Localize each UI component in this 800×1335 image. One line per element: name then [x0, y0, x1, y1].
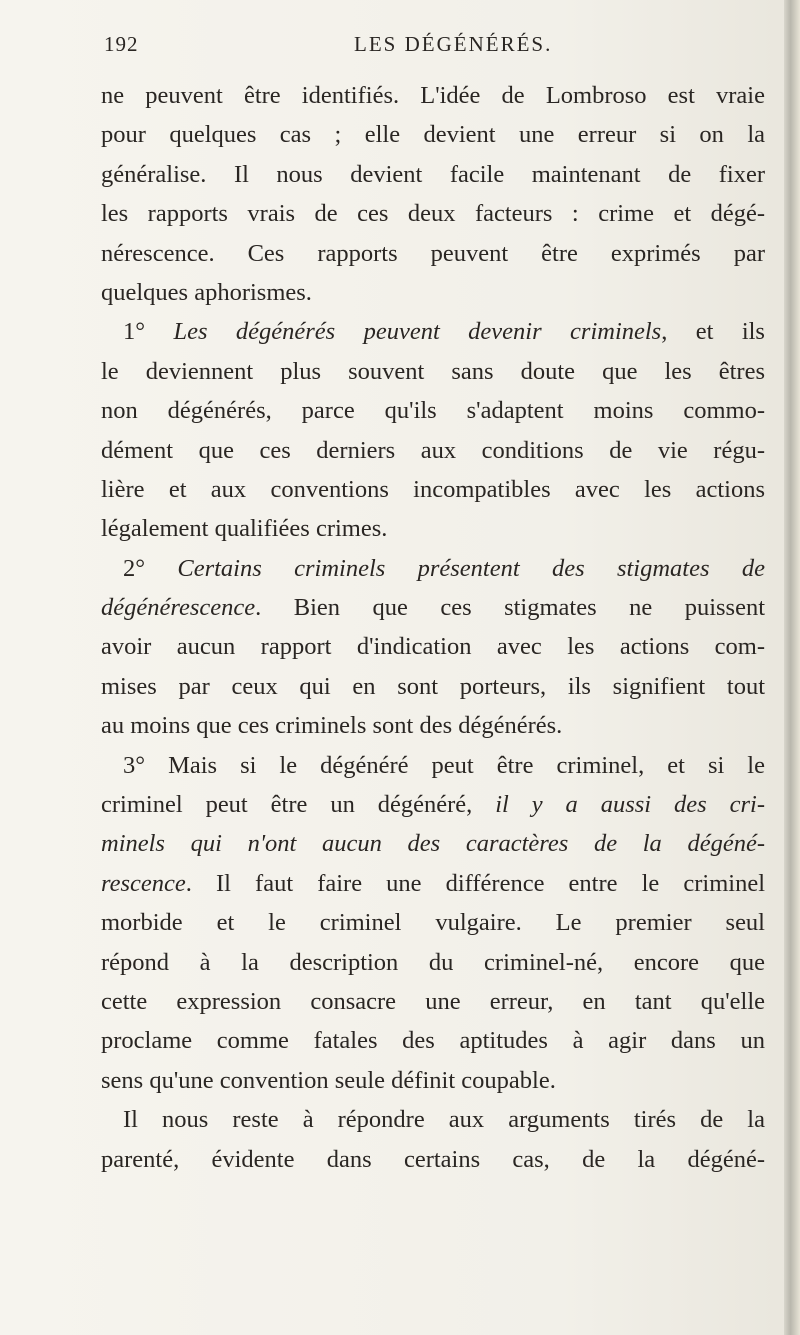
text-run: avoir aucun rapport d'indication avec les actions com-: [101, 633, 765, 661]
text-run: quelques aphorismes.: [101, 278, 312, 306]
text-run: 3° Mais si le dégénéré peut être criminel, et si le: [123, 751, 765, 779]
text-run: morbide et le criminel vulgaire. Le premier seul: [101, 909, 765, 937]
text-run: dément que ces derniers aux conditions de vie régu-: [101, 436, 765, 464]
text-run: non dégénérés, parce qu'ils s'adaptent moins commo-: [101, 397, 765, 425]
text-line: [101, 864, 765, 903]
text-line: [101, 549, 765, 588]
text-line: [101, 431, 765, 470]
text-line: [101, 155, 765, 194]
text-run: légalement qualifiées crimes.: [101, 515, 388, 543]
text-line: [101, 1100, 765, 1139]
text-line: [101, 1061, 765, 1100]
text-line: [101, 509, 765, 548]
text-run: proclame comme fatales des aptitudes à agir dans un: [101, 1027, 765, 1055]
text-run: lière et aux conventions incompatibles avec les actions: [101, 475, 765, 503]
running-head: LES DÉGÉNÉRÉS.: [354, 32, 553, 56]
italic-text: rescence: [101, 869, 186, 897]
text-line: [101, 785, 765, 824]
text-run: 2°: [123, 554, 178, 582]
text-line: [101, 1140, 765, 1179]
text-run: parenté, évidente dans certains cas, de la dégéné-: [101, 1145, 765, 1173]
text-line: [101, 588, 765, 627]
text-line: [101, 234, 765, 273]
text-line: [101, 352, 765, 391]
text-run: , et ils: [661, 318, 765, 346]
text-run: pour quelques cas ; elle devient une erreur si on la: [101, 121, 765, 149]
text-line: [101, 194, 765, 233]
text-run: ne peuvent être identifiés. L'idée de Lombroso est vraie: [101, 82, 765, 109]
text-run: sens qu'une convention seule définit coupable.: [101, 1066, 556, 1094]
text-run: les rapports vrais de ces deux facteurs : crime et dégé-: [101, 200, 765, 228]
text-line: [101, 1021, 765, 1060]
text-run: généralise. Il nous devient facile maintenant de fixer: [101, 160, 765, 188]
text-line: [101, 903, 765, 942]
text-run: 1°: [123, 318, 174, 346]
text-run: le deviennent plus souvent sans doute que les êtres: [101, 357, 765, 385]
text-line: [101, 667, 765, 706]
text-run: répond à la description du criminel-né, encore que: [101, 948, 765, 976]
text-run: . Il faut faire une différence entre le criminel: [185, 869, 765, 897]
text-line: [101, 470, 765, 509]
text-line: [101, 312, 765, 351]
italic-text: dégénérescence: [101, 594, 256, 622]
italic-text: Les dégénérés peuvent devenir criminels: [173, 318, 662, 346]
page-header: [104, 32, 764, 66]
text-line: [101, 943, 765, 982]
text-line: [101, 76, 765, 115]
page-number: 192: [104, 32, 139, 56]
text-line: [101, 824, 765, 863]
body-text: [101, 76, 765, 1179]
text-run: au moins que ces criminels sont des dégénérés.: [101, 712, 563, 740]
text-line: [101, 391, 765, 430]
text-line: [101, 706, 765, 745]
page-edge-shadow: [784, 0, 800, 1335]
text-run: . Bien que ces stigmates ne puissent: [255, 594, 765, 622]
italic-text: Certains criminels présentent des stigmates de: [177, 554, 765, 582]
text-run: mises par ceux qui en sont porteurs, ils signifient tout: [101, 672, 765, 700]
text-run: criminel peut être un dégénéré,: [101, 791, 496, 819]
text-line: [101, 115, 765, 154]
text-line: [101, 273, 765, 312]
italic-text: minels qui n'ont aucun des caractères de la dégéné-: [101, 830, 765, 858]
text-run: cette expression consacre une erreur, en tant qu'elle: [101, 987, 765, 1015]
text-run: Il nous reste à répondre aux arguments tirés de la: [123, 1106, 765, 1134]
text-line: [101, 982, 765, 1021]
text-line: [101, 746, 765, 785]
text-run: nérescence. Ces rapports peuvent être exprimés par: [101, 239, 765, 267]
text-line: [101, 627, 765, 666]
italic-text: il y a aussi des cri-: [495, 791, 765, 819]
